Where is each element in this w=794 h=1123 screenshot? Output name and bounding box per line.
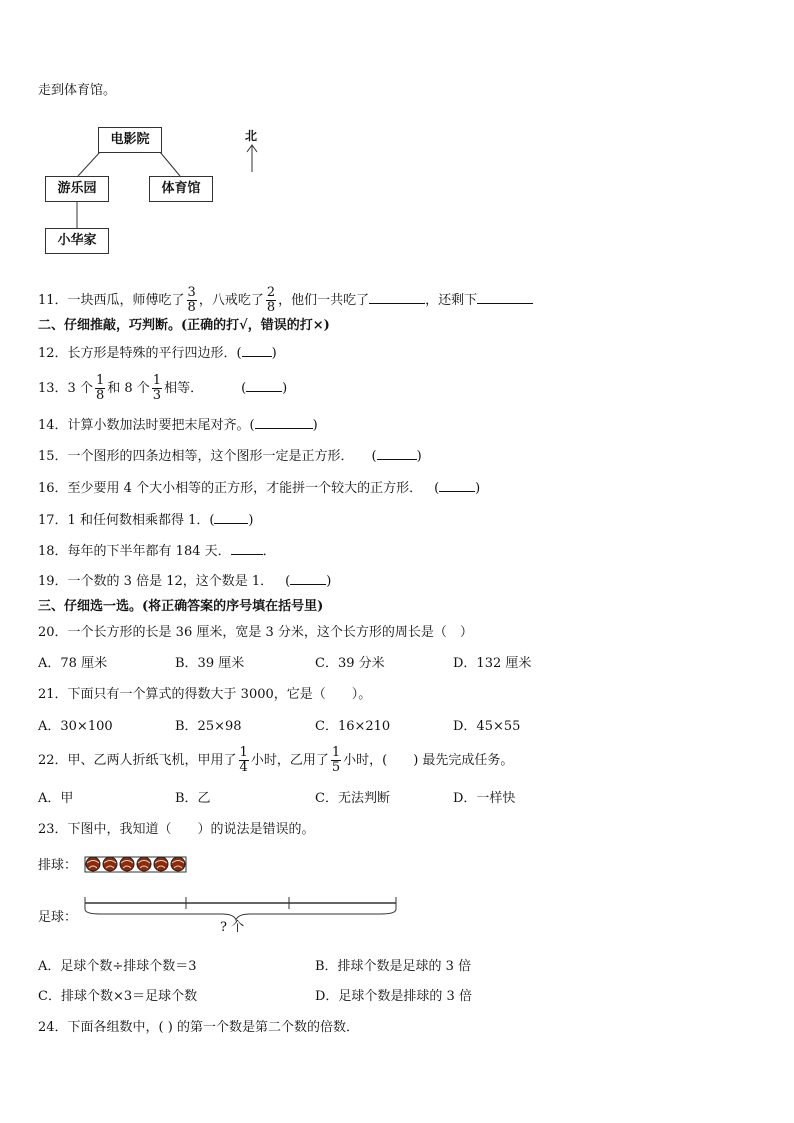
question-17: 17．1 和任何数相乘都得 1．( ) xyxy=(38,513,254,528)
q23-option-b[interactable]: B．排球个数是足球的 3 倍 xyxy=(315,959,472,974)
q22-option-a[interactable]: A．甲 xyxy=(38,791,74,806)
fraction: $\frac{1}{8}$ xyxy=(95,373,105,403)
volleyball-icon xyxy=(137,857,151,871)
map-park-box: 游乐园 xyxy=(45,176,109,202)
question-12: 12．长方形是特殊的平行四边形．( ) xyxy=(38,346,277,361)
question-16: 16．至少要用 4 个大小相等的正方形，才能拼一个较大的正方形． ( ) xyxy=(38,481,481,496)
section-2-heading: 二、仔细推敲，巧判断。(正确的打√，错误的打×) xyxy=(38,318,330,333)
volleyball-icon xyxy=(103,857,117,871)
q20-option-c[interactable]: C．39 分米 xyxy=(315,656,385,671)
q22-option-c[interactable]: C．无法判断 xyxy=(315,791,390,806)
question-14: 14．计算小数加法时要把末尾对齐。( ) xyxy=(38,418,318,433)
question-13: 13．3 个 $\frac{1}{8}$ 和 8 个 $\frac{1}{3}$ 相等． ( ) xyxy=(38,373,288,403)
fraction: $\frac{1}{5}$ xyxy=(331,745,341,775)
question-21: 21．下面只有一个算式的得数大于 3000，它是（ ）。 xyxy=(38,687,372,702)
intro-text: 走到体育馆。 xyxy=(38,83,117,98)
question-11: 11．一块西瓜，师傅吃了 $\frac{3}{8}$ ，八戒吃了 $\frac{2}{8}$ ，他们一共吃了 ，还剩下 xyxy=(38,286,533,315)
volleyball-icon xyxy=(120,857,134,871)
q22-option-d[interactable]: D．一样快 xyxy=(453,791,516,806)
volleyball-label: 排球： xyxy=(38,858,78,873)
q21-option-a[interactable]: A．30×100 xyxy=(38,719,113,734)
volleyball-icon xyxy=(86,857,100,871)
fraction: $\frac{1}{3}$ xyxy=(152,373,162,403)
question-18: 18．每年的下半年都有 184 天． ． xyxy=(38,544,276,559)
north-label: 北 xyxy=(245,129,258,143)
question-23: 23．下图中，我知道（ ）的说法是错误的。 xyxy=(38,822,315,837)
question-20: 20．一个长方形的长是 36 厘米，宽是 3 分米，这个长方形的周长是（ ） xyxy=(38,625,473,640)
map-gym-box: 体育馆 xyxy=(149,176,213,202)
q22-option-b[interactable]: B．乙 xyxy=(175,791,211,806)
map-cinema-box: 电影院 xyxy=(98,127,162,153)
question-24: 24．下面各组数中，( ) 的第一个数是第二个数的倍数． xyxy=(38,1020,359,1035)
q21-option-d[interactable]: D．45×55 xyxy=(453,719,521,734)
fraction: $\frac{2}{8}$ xyxy=(266,285,276,315)
q20-option-b[interactable]: B．39 厘米 xyxy=(175,656,245,671)
q20-option-d[interactable]: D．132 厘米 xyxy=(453,656,532,671)
q21-option-c[interactable]: C．16×210 xyxy=(315,719,391,734)
football-bar xyxy=(85,897,396,920)
section-3-heading: 三、仔细选一选。(将正确答案的序号填在括号里) xyxy=(38,599,324,614)
q20-option-a[interactable]: A．78 厘米 xyxy=(38,656,108,671)
volleyball-icon xyxy=(154,857,168,871)
volleyball-icon xyxy=(171,857,185,871)
q23-option-a[interactable]: A．足球个数÷排球个数＝3 xyxy=(38,959,197,974)
q23-option-c[interactable]: C．排球个数×3＝足球个数 xyxy=(38,989,198,1004)
map-home-box: 小华家 xyxy=(45,228,109,254)
question-19: 19．一个数的 3 倍是 12，这个数是 1． ( ) xyxy=(38,574,332,589)
fraction: $\frac{3}{8}$ xyxy=(187,285,196,315)
question-15: 15．一个图形的四条边相等，这个图形一定是正方形． ( ) xyxy=(38,449,422,464)
q21-option-b[interactable]: B．25×98 xyxy=(175,719,242,734)
question-22: 22．甲、乙两人折纸飞机，甲用了 $\frac{1}{4}$ 小时，乙用了 $\frac{1}{5}$ 小时，( ) 最先完成任务。 xyxy=(38,745,514,775)
question-mark-label: ? 个 xyxy=(220,920,245,935)
fraction: $\frac{1}{4}$ xyxy=(239,745,248,775)
football-label: 足球： xyxy=(38,910,78,925)
q23-option-d[interactable]: D．足球个数是排球的 3 倍 xyxy=(315,989,472,1004)
